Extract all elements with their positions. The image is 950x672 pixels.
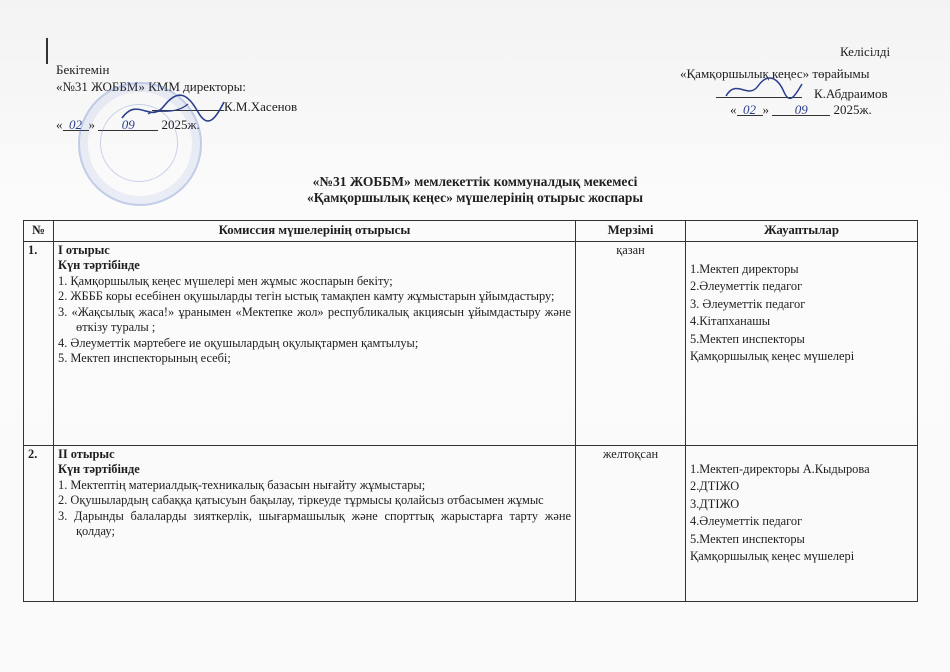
agenda-item: 3. Дарынды балаларды зияткерлік, шығармашылық және спорттық жарыстарға тарту және қолдау; <box>58 508 571 538</box>
agenda-label: Күн тәртібінде <box>58 462 140 476</box>
agenda-item: 4. Әлеуметтік мәртебеге ие оқушылардың оқулықтармен қамтылуы; <box>58 335 419 350</box>
approver-date: « 02 » 09 2025ж. <box>56 117 200 132</box>
agenda-label: Күн тәртібінде <box>58 258 140 272</box>
header-session: Комиссия мүшелерінің отырысы <box>54 221 576 242</box>
responsible-item: 4.Әлеуметтік педагог <box>690 514 803 528</box>
row-number: 1. <box>24 241 54 445</box>
term-cell: қазан <box>576 241 686 445</box>
agreer-date-year: 2025ж. <box>833 102 872 117</box>
responsible-item: 3. Әлеуметтік педагог <box>690 296 806 311</box>
approver-date-month: 09 <box>98 117 158 131</box>
session-cell <box>54 241 576 445</box>
scan-mark <box>46 38 48 64</box>
responsible-item: 2.Әлеуметтік педагог <box>690 279 803 293</box>
responsible-item: Қамқоршылық кеңес мүшелері <box>690 549 855 563</box>
responsible-item: 4.Кітапханашы <box>690 314 771 328</box>
session-title: І отырыс <box>58 242 110 257</box>
agenda-item: 2. ЖБББ коры есебінен оқушыларды тегін ыстық тамақпен камту жұмыстарын ұйымдастыру; <box>58 289 555 303</box>
meeting-plan-table <box>23 220 918 602</box>
approver-name: К.М.Хасенов <box>224 99 298 114</box>
document-title-line1: «№31 ЖОББМ» мемлекеттік коммуналдық мекемесі <box>312 174 638 189</box>
approved-label: Бекітемін <box>56 62 110 77</box>
agenda-item: 3. «Жақсылық жаса!» ұранымен «Мектепке жол» республикалық акциясын ұйымдастыру және өткізу туралы ; <box>58 304 571 334</box>
header-responsible: Жауаптылар <box>686 221 918 242</box>
responsible-item: 5.Мектеп инспекторы <box>690 531 805 546</box>
agenda-item: 1. Мектептің материалдық-техникалық базасын нығайту жұмыстары; <box>58 477 426 492</box>
header-term: Мерзімі <box>576 221 686 242</box>
table-header-row <box>24 221 918 242</box>
responsible-item: 2.ДТІЖО <box>690 479 740 493</box>
table-row <box>24 445 918 601</box>
term-cell: желтоқсан <box>576 445 686 601</box>
approver-date-day: 02 <box>63 117 89 131</box>
agreer-date-day: 02 <box>737 102 763 116</box>
responsible-cell <box>686 445 918 601</box>
table-row <box>24 241 918 445</box>
responsible-cell <box>686 241 918 445</box>
session-cell <box>54 445 576 601</box>
agreed-label: Келісілді <box>840 44 891 59</box>
session-title: ІІ отырыс <box>58 446 115 461</box>
document-title-line2: «Қамқоршылық кеңес» мүшелерінің отырыс жоспары <box>307 190 643 205</box>
responsible-item: Қамқоршылық кеңес мүшелері <box>690 349 855 363</box>
row-number: 2. <box>24 445 54 601</box>
agreer-date-month: 09 <box>772 102 830 116</box>
agreer-date: « 02 » 09 2025ж. <box>730 102 872 117</box>
approver-date-year: 2025ж. <box>161 117 200 132</box>
header-number: № <box>24 221 54 242</box>
agreer-signature <box>722 74 806 104</box>
approver-org: «№31 ЖОББМ» КММ директоры: <box>56 79 246 94</box>
agreer-org: «Қамқоршылық кеңес» төрайымы <box>680 66 870 81</box>
responsible-item: 1.Мектеп-директоры А.Кыдырова <box>690 461 870 476</box>
agreer-name: К.Абдраимов <box>814 86 888 101</box>
agenda-item: 5. Мектеп инспекторының есебі; <box>58 351 231 365</box>
agenda-item: 2. Оқушылардың сабаққа қатысуын бақылау, тіркеуде тұрмысы қолайсыз отбасымен жұмыс <box>58 493 544 507</box>
responsible-item: 1.Мектеп директоры <box>690 261 799 276</box>
approver-signature <box>118 88 228 128</box>
responsible-item: 5.Мектеп инспекторы <box>690 331 805 346</box>
responsible-item: 3.ДТІЖО <box>690 496 740 511</box>
agenda-item: 1. Қамқоршылық кеңес мүшелері мен жұмыс жоспарын бекіту; <box>58 273 393 288</box>
